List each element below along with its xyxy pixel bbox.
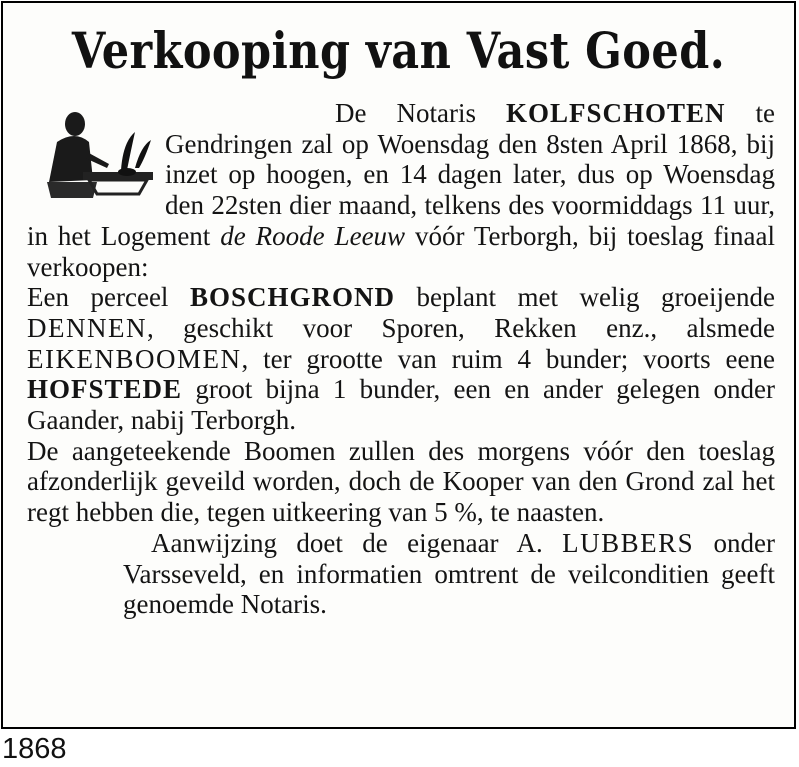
paragraph-viewing-info: Aanwijzing doet de eigenaar A. LUBBERS onder Varsseveld, en informatien omtrent de veilconditien geeft genoemde Notaris. (123, 527, 775, 620)
paragraph-announcement: De Notaris KOLFSCHOTEN te Gendringen zal op Woensdag den 8sten April 1868, bij inzet op hoogen, en 14 dagen later, dus op Woensdag den 22sten dier maand, telkens des voormiddags 11 uur, in het Logement de Roode Leeuw vóór Terborgh, bij toeslag finaal verkoopen: (27, 98, 775, 282)
notary-name: KOLFSCHOTEN (505, 98, 726, 128)
owner-name: LUBBERS (562, 527, 695, 558)
advertisement-frame (1, 1, 796, 729)
paragraph-lots: Een perceel BOSCHGROND beplant met welig groeijende DENNEN, geschikt voor Sporen, Rekken enz., alsmede EIKENBOOMEN, ter grootte van ruim 4 bunder; voorts eene HOFSTEDE groot bijna 1 bunder, een en ander gelegen onder Gaander, nabij Terborgh. (27, 282, 776, 436)
trees-dennen: DENNEN (27, 312, 147, 343)
trees-eikenboomen: EIKENBOOMEN (27, 343, 242, 374)
lot-hofstede: HOFSTEDE (27, 374, 183, 405)
lot-boschgrond: BOSCHGROND (189, 282, 395, 313)
notary-woodcut-icon (27, 102, 157, 207)
venue-name: de Roode Leeuw (220, 220, 406, 251)
advertisement-title: Verkooping van Vast Goed. (71, 21, 726, 80)
year-caption: 1868 (2, 733, 67, 765)
advertisement-body (27, 98, 775, 620)
paragraph-trees-auction: De aangeteekende Boomen zullen des morgens vóór den toeslag afzonderlijk geveild worden, doch de Kooper van den Grond zal het regt hebben die, tegen uitkeering van 5 %, te naasten. (27, 435, 775, 528)
